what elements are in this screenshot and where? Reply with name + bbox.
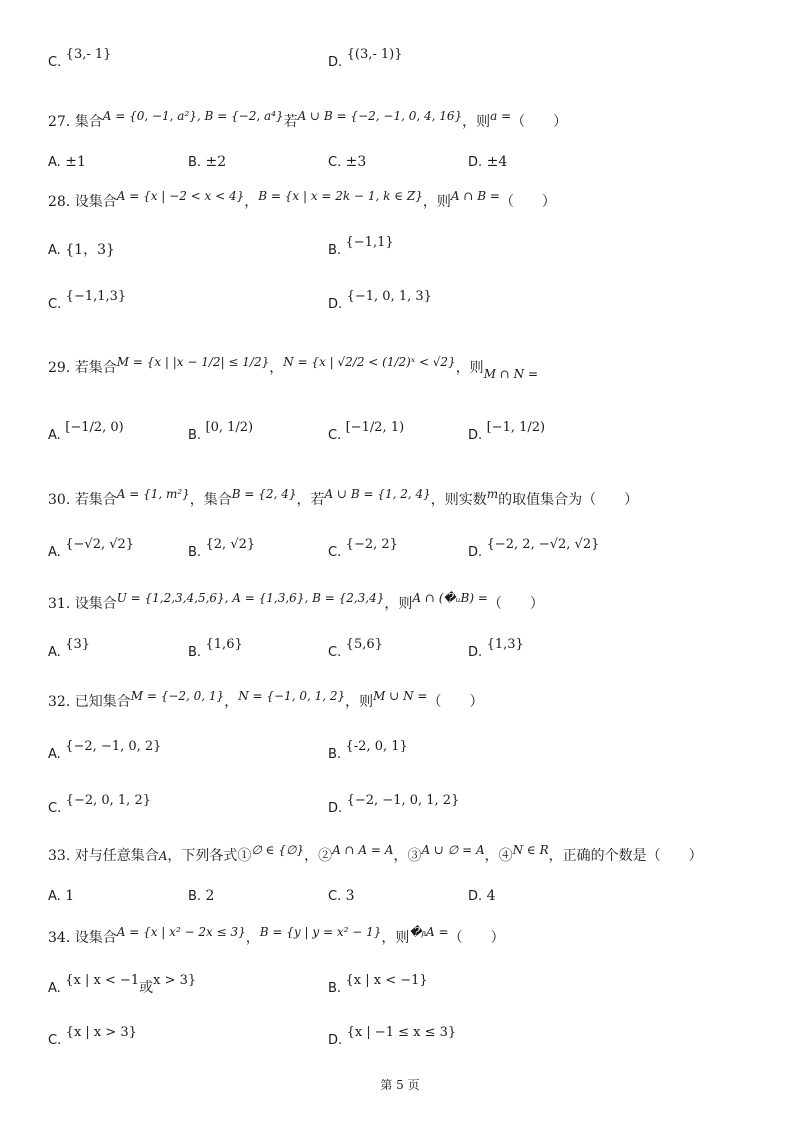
option-b: B. {2, √2} (188, 537, 256, 560)
exam-page: C. {3,‑ 1} D. {(3,‑ 1)} 27. 集合A = {0, −1, a²}, B = {−2, a⁴}若A ∪ B = {−2, −1, 0, 4, 16}，则a =（ ） A. ±1 B. ±2 C. ±3 D. ±4 28. 设集合A = {x | −2 < x < 4}，B = {x | x = 2k − 1, k ∈ Z}，则A ∩ B =（ ） A. {1，3} B. {−1,1} C. {−1,1,3} D. {−1, 0, 1, 3} 29. 若集合M = {x | |x − 1/2| ≤ 1/2}，N = {x | √2/2 < (1/2)ˣ < √2}，则M ∩ N = A. [−1/2, 0) B. [0, 1/2) C. [−1/2, 1) D. [−1, 1/2) 30. 若集合A = {1, m²}，集合B = {2, 4}，若A ∪ B = {1, 2, 4}，则实数m的取值集合为（ ） A. {−√2, √2} B. {2, √2} C. {−2, 2} D. {−2, 2, −√2, √2} 31. 设集合U = {1,2,3,4,5,6}, A = {1,3,6}, B = {2,3,4}，则A ∩ (�ᵤB) =（ ） A. {3} B. {1,6} C. {5,6} D. {1,3} 32. 已知集合M = {−2, 0, 1}，N = {−1, 0, 1, 2}，则M ∪ N =（ ） A. {−2, −1, 0, 2} B. {‑2, 0, 1} C. {−2, 0, 1, 2} D. {−2, −1, 0, 1, 2} 33. 对与任意集合A，下列各式①∅ ∈ {∅}，②A ∩ A = A，③A ∪ ∅ = A，④N ∈ R，正确的个数是（ ） A. 1 B. 2 C. 3 D. 4 34. 设集合A = {x | x² − 2x ≤ 3}，B = {y | y = x² − 1}，则�ᵦA =（ ） A. {x | x < −1或x > 3} B. {x | x < −1} C. {x | x > 3} D. {x | −1 ≤ x ≤ 3} 第 5 页 (0, 0, 800, 1132)
option-c: C. {−1,1,3} (48, 289, 127, 312)
option-c: C. {3,‑ 1} (48, 47, 112, 70)
option-c: C. {−2, 2} (328, 537, 398, 560)
option-d: D. [−1, 1/2) (468, 420, 546, 443)
option-c: C. [−1/2, 1) (328, 420, 405, 443)
option-c: C. 3 (328, 888, 355, 904)
option-b: B. 2 (188, 888, 215, 904)
option-c: C. {−2, 0, 1, 2} (48, 793, 151, 816)
option-d: D. ±4 (468, 154, 508, 170)
option-b: B. {−1,1} (328, 235, 394, 258)
option-a: A. {x | x < −1或x > 3} (48, 973, 197, 996)
option-a: A. {−2, −1, 0, 2} (48, 739, 162, 762)
option-d: D. {(3,‑ 1)} (328, 47, 403, 70)
option-d: D. {1,3} (468, 637, 524, 660)
option-b: B. {1,6} (188, 637, 243, 660)
option-b: B. [0, 1/2) (188, 420, 254, 443)
option-b: B. {x | x < −1} (328, 973, 428, 996)
option-d: D. 4 (468, 888, 496, 904)
option-d: D. {−2, −1, 0, 1, 2} (328, 793, 460, 816)
option-a: A. {3} (48, 637, 91, 660)
option-a: A. 1 (48, 888, 75, 904)
option-c: C. {x | x > 3} (48, 1025, 137, 1048)
option-c: C. ±3 (328, 154, 367, 170)
option-d: D. {−1, 0, 1, 3} (328, 289, 432, 312)
option-b: B. {‑2, 0, 1} (328, 739, 408, 762)
option-d: D. {x | −1 ≤ x ≤ 3} (328, 1025, 457, 1048)
option-c: C. {5,6} (328, 637, 383, 660)
option-b: B. ±2 (188, 154, 227, 170)
option-a: A. {1，3} (48, 242, 115, 258)
option-a: A. ±1 (48, 154, 86, 170)
option-d: D. {−2, 2, −√2, √2} (468, 537, 600, 560)
option-a: A. [−1/2, 0) (48, 420, 124, 443)
page-number: 第 5 页 (380, 1078, 420, 1092)
option-a: A. {−√2, √2} (48, 537, 135, 560)
